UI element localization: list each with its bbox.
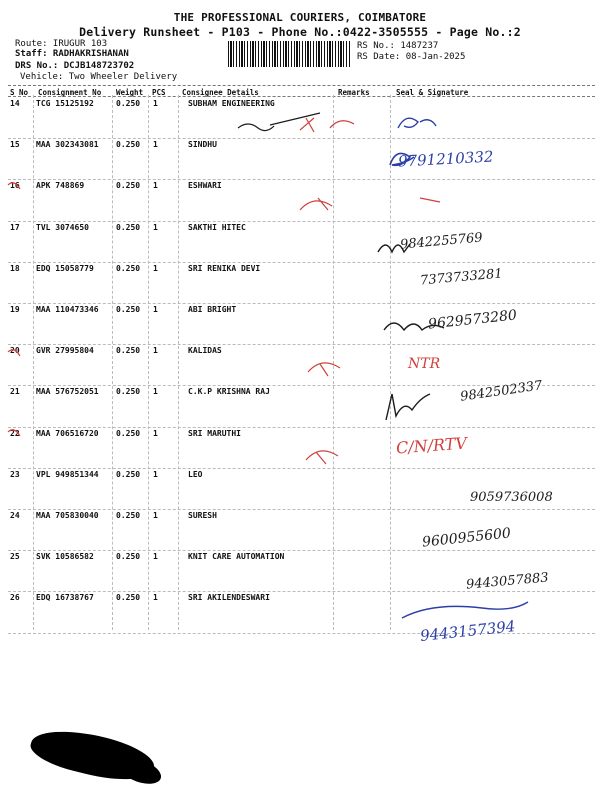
col-pcs-header: PCS bbox=[152, 88, 166, 97]
row-weight: 0.250 bbox=[116, 511, 141, 520]
row-pcs: 1 bbox=[153, 181, 158, 191]
table-row bbox=[0, 429, 600, 470]
col-consignment-header: Consignment No bbox=[38, 88, 102, 97]
row-consignment-no: SVK 10586582 bbox=[36, 552, 94, 562]
col-remarks-header: Remarks bbox=[338, 88, 370, 97]
row-weight: 0.250 bbox=[116, 263, 141, 273]
row-weight: 0.250 bbox=[116, 181, 141, 191]
handwritten-note: C/N/RTV bbox=[395, 433, 468, 458]
route-label: Route: IRUGUR 103 bbox=[15, 39, 108, 49]
rs-date: RS Date: 08-Jan-2025 bbox=[357, 52, 466, 62]
row-divider bbox=[8, 344, 595, 345]
table-row bbox=[0, 346, 600, 387]
row-weight: 0.250 bbox=[116, 593, 141, 603]
row-consignee: ABI BRIGHT bbox=[188, 305, 237, 314]
row-consignment-no: TVL 3074650 bbox=[36, 222, 89, 232]
drs-label: DRS No.: DCJB148723702 bbox=[15, 61, 135, 71]
row-pcs: 1 bbox=[153, 222, 158, 232]
row-consignment-no: MAA 302343081 bbox=[36, 140, 99, 150]
row-divider bbox=[8, 509, 595, 510]
row-consignee: SRI AKILENDESWARI bbox=[188, 593, 270, 603]
row-sno: 19 bbox=[10, 305, 20, 314]
table-row bbox=[0, 140, 600, 181]
row-divider bbox=[8, 303, 595, 304]
row-consignee: KALIDAS bbox=[188, 346, 222, 356]
table-row bbox=[0, 223, 600, 264]
handwritten-note: NTR bbox=[408, 356, 441, 372]
row-sno: 24 bbox=[10, 511, 20, 520]
row-consignment-no: MAA 705830040 bbox=[36, 511, 99, 520]
row-sno: 14 bbox=[10, 99, 20, 108]
header-top-rule bbox=[8, 85, 595, 86]
vehicle-label: Vehicle: Two Wheeler Delivery bbox=[20, 72, 178, 82]
row-sno: 25 bbox=[10, 552, 20, 562]
row-divider bbox=[8, 221, 595, 222]
row-consignee: KNIT CARE AUTOMATION bbox=[188, 552, 285, 562]
row-consignee: LEO bbox=[188, 469, 203, 479]
row-consignee: SUBHAM ENGINEERING bbox=[188, 99, 275, 108]
table-row bbox=[0, 264, 600, 305]
row-pcs: 1 bbox=[153, 305, 158, 314]
row-pcs: 1 bbox=[153, 511, 158, 520]
row-sno: 22 bbox=[10, 428, 20, 438]
row-consignment-no: MAA 706516720 bbox=[36, 428, 99, 438]
staff-label: Staff: RADHAKRISHANAN bbox=[15, 49, 129, 59]
handwritten-phone: 9443057883 bbox=[465, 570, 550, 593]
handwritten-phone: 9629573280 bbox=[427, 307, 518, 333]
table-row bbox=[0, 99, 600, 140]
row-pcs: 1 bbox=[153, 387, 158, 397]
row-weight: 0.250 bbox=[116, 99, 141, 108]
row-consignee: SINDHU bbox=[188, 140, 217, 150]
row-divider bbox=[8, 138, 595, 139]
row-pcs: 1 bbox=[153, 552, 158, 562]
runsheet-title: Delivery Runsheet - P103 - Phone No.:0422-3505555 - Page No.:2 bbox=[79, 25, 521, 39]
row-divider bbox=[8, 550, 595, 551]
col-consignee-header: Consignee Details bbox=[182, 88, 259, 97]
row-pcs: 1 bbox=[153, 593, 158, 603]
row-consignment-no: EDQ 15058779 bbox=[36, 263, 94, 273]
row-pcs: 1 bbox=[153, 428, 158, 438]
row-weight: 0.250 bbox=[116, 428, 141, 438]
handwritten-phone: 9443157394 bbox=[419, 617, 517, 645]
row-consignment-no: APK 748869 bbox=[36, 181, 85, 191]
row-sno: 21 bbox=[10, 387, 20, 397]
row-consignee: SAKTHI HITEC bbox=[188, 222, 246, 232]
row-weight: 0.250 bbox=[116, 140, 141, 150]
row-consignment-no: MAA 576752051 bbox=[36, 387, 99, 397]
row-divider bbox=[8, 179, 595, 180]
row-consignment-no: EDQ 16738767 bbox=[36, 593, 94, 603]
row-consignment-no: TCG 15125192 bbox=[36, 99, 94, 108]
company-title: THE PROFESSIONAL COURIERS, COIMBATORE bbox=[173, 11, 427, 24]
handwritten-phone: 9059736008 bbox=[470, 490, 553, 505]
row-pcs: 1 bbox=[153, 140, 158, 150]
row-weight: 0.250 bbox=[116, 469, 141, 479]
row-consignee: SRI RENIKA DEVI bbox=[188, 263, 261, 273]
row-divider bbox=[8, 468, 595, 469]
row-consignment-no: GVR 27995804 bbox=[36, 346, 94, 356]
row-consignee: SURESH bbox=[188, 511, 217, 520]
row-sno: 15 bbox=[10, 140, 20, 150]
row-sno: 16 bbox=[10, 181, 20, 191]
rs-number: RS No.: 1487237 bbox=[357, 41, 439, 51]
row-consignment-no: VPL 949851344 bbox=[36, 469, 99, 479]
row-weight: 0.250 bbox=[116, 222, 141, 232]
row-sno: 23 bbox=[10, 469, 20, 479]
row-pcs: 1 bbox=[153, 469, 158, 479]
row-weight: 0.250 bbox=[116, 552, 141, 562]
row-weight: 0.250 bbox=[116, 387, 141, 397]
col-seal-header: Seal & Signature bbox=[396, 88, 469, 97]
row-pcs: 1 bbox=[153, 99, 158, 108]
row-pcs: 1 bbox=[153, 263, 158, 273]
handwritten-phone: 9791210332 bbox=[397, 147, 494, 171]
handwritten-phone: 9842255769 bbox=[399, 230, 484, 253]
table-row bbox=[0, 181, 600, 222]
row-consignee: SRI MARUTHI bbox=[188, 428, 241, 438]
row-sno: 17 bbox=[10, 222, 20, 232]
row-divider bbox=[8, 591, 595, 592]
col-weight-header: Weight bbox=[116, 88, 144, 97]
row-sno: 26 bbox=[10, 593, 20, 603]
handwritten-phone: 9842502337 bbox=[459, 378, 544, 405]
row-sno: 20 bbox=[10, 346, 20, 356]
row-sno: 18 bbox=[10, 263, 20, 273]
col-sno-header: S No bbox=[10, 88, 29, 97]
row-weight: 0.250 bbox=[116, 305, 141, 314]
handwritten-phone: 7373733281 bbox=[419, 266, 504, 289]
row-consignee: ESHWARI bbox=[188, 181, 222, 191]
row-divider bbox=[8, 427, 595, 428]
row-pcs: 1 bbox=[153, 346, 158, 356]
ink-blot bbox=[116, 753, 165, 789]
row-consignee: C.K.P KRISHNA RAJ bbox=[188, 387, 270, 397]
row-consignment-no: MAA 110473346 bbox=[36, 305, 99, 314]
handwritten-phone: 9600955600 bbox=[421, 525, 512, 551]
row-weight: 0.250 bbox=[116, 346, 141, 356]
barcode bbox=[228, 41, 351, 67]
row-divider bbox=[8, 262, 595, 263]
